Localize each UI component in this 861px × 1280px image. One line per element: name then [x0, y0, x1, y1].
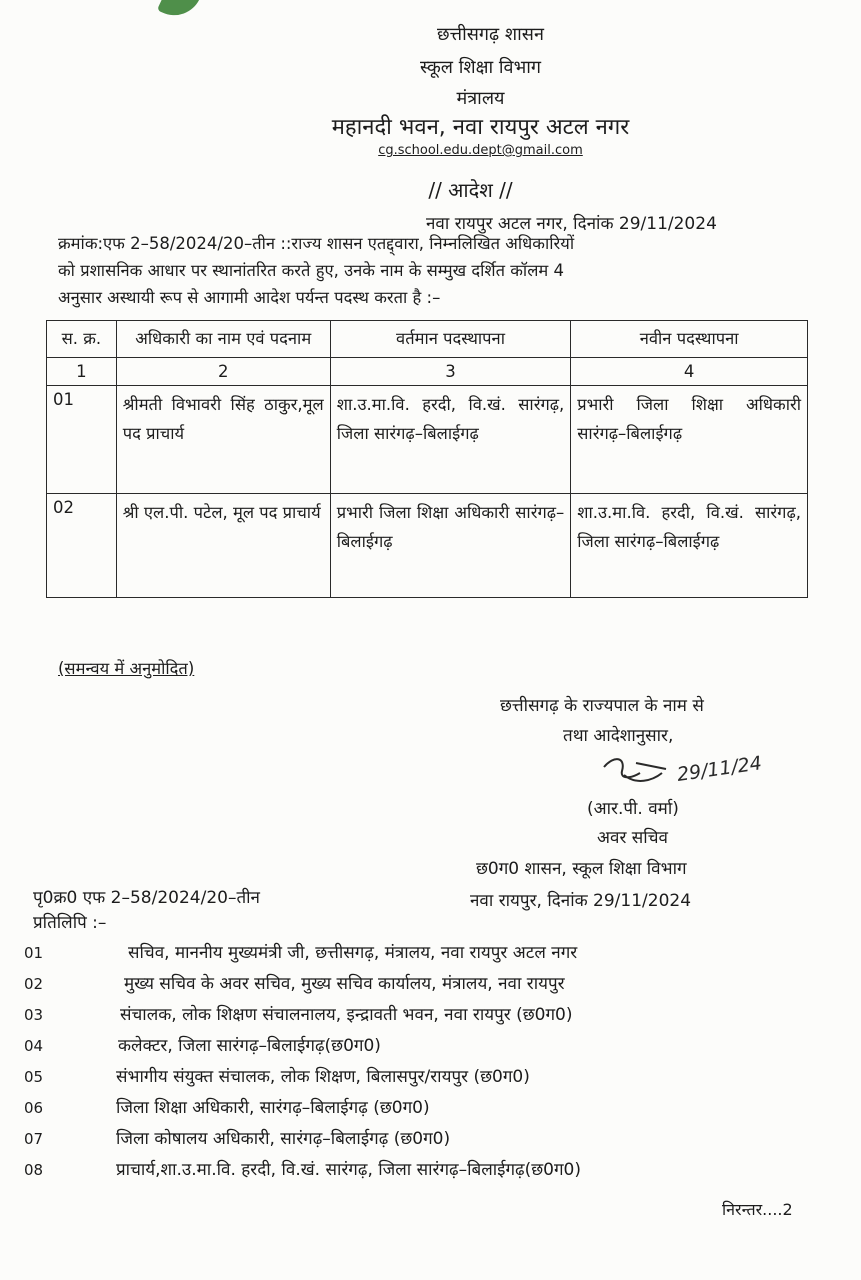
copy-number: 02 [24, 975, 44, 993]
signature-line-2: तथा आदेशानुसार, [563, 726, 674, 746]
copy-text: मुख्य सचिव के अवर सचिव, मुख्य सचिव कार्यालय, मंत्रालय, नवा रायपुर [124, 974, 565, 994]
copy-text: संचालक, लोक शिक्षण संचालनालय, इन्द्रावती भवन, नवा रायपुर (छ0ग0) [120, 1005, 573, 1025]
letterhead-email: cg.school.edu.dept@gmail.com [378, 143, 583, 158]
signatory-name: (आर.पी. वर्मा) [587, 799, 679, 819]
list-item [24, 1157, 824, 1188]
signatory-office: छ0ग0 शासन, स्कूल शिक्षा विभाग [476, 859, 687, 879]
order-title: // आदेश // [428, 178, 513, 202]
row-current-posting: प्रभारी जिला शिक्षा अधिकारी सारंगढ़–बिलाईगढ़ [330, 494, 571, 598]
row-sno: 02 [47, 494, 117, 598]
list-item [24, 1126, 824, 1157]
signatory-place-date: नवा रायपुर, दिनांक 29/11/2024 [470, 891, 692, 911]
letterhead-govt: छत्तीसगढ़ शासन [437, 24, 544, 45]
copy-text: संभागीय संयुक्त संचालक, लोक शिक्षण, बिलासपुर/रायपुर (छ0ग0) [116, 1067, 530, 1087]
signatory-designation: अवर सचिव [597, 828, 668, 848]
row-name: श्रीमती विभावरी सिंह ठाकुर,मूल पद प्राचार्य [116, 386, 330, 494]
list-item [24, 1064, 824, 1095]
list-item [24, 1095, 824, 1126]
continued-note: निरन्तर....2 [722, 1200, 793, 1219]
row-new-posting: शा.उ.मा.वि. हरदी, वि.खं. सारंगढ़, जिला सारंगढ़–बिलाईगढ़ [571, 494, 808, 598]
order-intro [58, 230, 803, 311]
letterhead-ministry: मंत्रालय [456, 88, 505, 109]
col-number: 4 [571, 358, 808, 386]
list-item [24, 940, 824, 971]
endorsement-number: पृ0क्र0 एफ 2–58/2024/20–तीन [33, 888, 260, 908]
copy-number: 03 [24, 1006, 44, 1024]
letterhead-address: महानदी भवन, नवा रायपुर अटल नगर [331, 115, 630, 140]
copy-number: 04 [24, 1037, 44, 1055]
copy-number: 06 [24, 1099, 44, 1117]
header-name: अधिकारी का नाम एवं पदनाम [116, 321, 330, 358]
header-current-posting: वर्तमान पदस्थापना [330, 321, 571, 358]
copy-number: 08 [24, 1161, 44, 1179]
row-current-posting: शा.उ.मा.वि. हरदी, वि.खं. सारंगढ़, जिला सारंगढ़–बिलाईगढ़ [330, 386, 571, 494]
order-place-date: नवा रायपुर अटल नगर, दिनांक 29/11/2024 [426, 214, 717, 234]
list-item [24, 1033, 824, 1064]
col-number: 2 [116, 358, 330, 386]
approval-note: (समन्वय में अनुमोदित) [58, 659, 195, 678]
letterhead-department: स्कूल शिक्षा विभाग [419, 57, 542, 78]
leaf-decoration [157, 0, 213, 24]
intro-line: क्रमांक:एफ 2–58/2024/20–तीन ::राज्य शासन एतद्द्वारा, निम्नलिखित अधिकारियों [58, 234, 575, 253]
table-colnum-row [47, 358, 808, 386]
header-new-posting: नवीन पदस्थापना [571, 321, 808, 358]
transfer-table [46, 320, 808, 598]
intro-line: को प्रशासनिक आधार पर स्थानांतरित करते हुए, उनके नाम के सम्मुख दर्शित कॉलम 4 [58, 261, 564, 280]
copy-number: 07 [24, 1130, 44, 1148]
copy-text: कलेक्टर, जिला सारंगढ़–बिलाईगढ़(छ0ग0) [118, 1036, 381, 1056]
copy-text: सचिव, माननीय मुख्यमंत्री जी, छत्तीसगढ़, मंत्रालय, नवा रायपुर अटल नगर [128, 943, 578, 963]
row-name: श्री एल.पी. पटेल, मूल पद प्राचार्य [116, 494, 330, 598]
row-new-posting: प्रभारी जिला शिक्षा अधिकारी सारंगढ़–बिलाईगढ़ [571, 386, 808, 494]
table-row [47, 386, 808, 494]
header-sno: स. क्र. [47, 321, 117, 358]
copy-number: 05 [24, 1068, 44, 1086]
copy-text: प्राचार्य,शा.उ.मा.वि. हरदी, वि.खं. सारंगढ़, जिला सारंगढ़–बिलाईगढ़(छ0ग0) [116, 1160, 581, 1180]
copy-text: जिला कोषालय अधिकारी, सारंगढ़–बिलाईगढ़ (छ0ग0) [116, 1129, 451, 1149]
copy-label: प्रतिलिपि :– [33, 913, 107, 933]
copy-number: 01 [24, 944, 44, 962]
intro-line: अनुसार अस्थायी रूप से आगामी आदेश पर्यन्त पदस्थ करता है :– [58, 288, 441, 307]
signature-date: 29/11/24 [675, 752, 764, 786]
copy-text: जिला शिक्षा अधिकारी, सारंगढ़–बिलाईगढ़ (छ0ग0) [116, 1098, 430, 1118]
signature-line-1: छत्तीसगढ़ के राज्यपाल के नाम से [500, 696, 704, 716]
handwritten-signature [600, 745, 800, 801]
table-row [47, 494, 808, 598]
list-item [24, 971, 824, 1002]
list-item [24, 1002, 824, 1033]
table-header-row [47, 321, 808, 358]
col-number: 3 [330, 358, 571, 386]
row-sno: 01 [47, 386, 117, 494]
copy-list [24, 940, 824, 1188]
col-number: 1 [47, 358, 117, 386]
